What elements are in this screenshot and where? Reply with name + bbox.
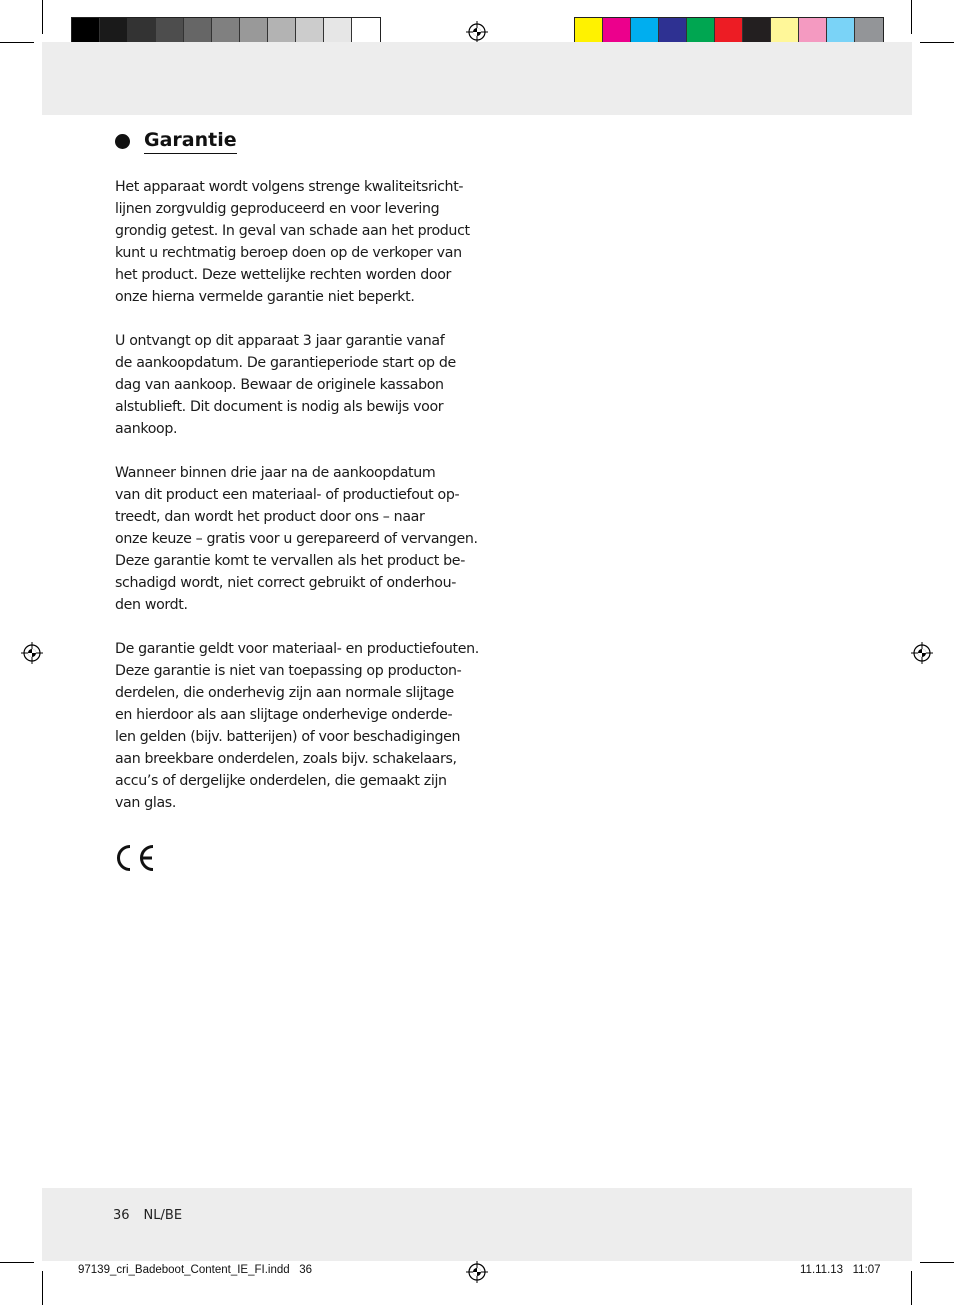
section-title: Garantie	[144, 128, 237, 154]
paragraph-line: grondig getest. In geval van schade aan het product	[115, 223, 470, 239]
paragraph-line: treedt, dan wordt het product door ons – naar	[115, 509, 425, 525]
paragraph-line: alstublieft. Dit document is nodig als bewijs voor	[115, 399, 444, 415]
paragraph-line: van dit product een materiaal- of productiefout op-	[115, 487, 460, 503]
header-band	[42, 42, 912, 115]
paragraph-line: Wanneer binnen drie jaar na de aankoopdatum	[115, 465, 436, 481]
slug-timestamp: 11.11.13 11:07	[800, 1264, 881, 1276]
paragraph-line: lijnen zorgvuldig geproduceerd en voor levering	[115, 201, 440, 217]
registration-mark-icon	[21, 642, 43, 664]
registration-mark-icon	[911, 642, 933, 664]
paragraph-line: aankoop.	[115, 421, 178, 437]
locale-label: NL/BE	[143, 1208, 183, 1223]
paragraph-gap	[115, 440, 470, 462]
page-number: 36	[113, 1208, 130, 1223]
crop-mark	[920, 1262, 954, 1263]
paragraph-line: de aankoopdatum. De garantieperiode start op de	[115, 355, 456, 371]
paragraph-line: onze hierna vermelde garantie niet beperkt.	[115, 289, 415, 305]
paragraph-line: accu’s of dergelijke onderdelen, die gemaakt zijn	[115, 773, 447, 789]
crop-mark	[911, 0, 912, 34]
section-heading	[115, 128, 237, 154]
paragraph-line: De garantie geldt voor materiaal- en productiefouten.	[115, 641, 479, 657]
paragraph-line: van glas.	[115, 795, 176, 811]
crop-mark	[0, 42, 34, 43]
paragraph-line: Het apparaat wordt volgens strenge kwaliteitsricht-	[115, 179, 464, 195]
registration-mark-icon	[466, 21, 488, 43]
paragraph-line: onze keuze – gratis voor u gerepareerd of vervangen.	[115, 531, 478, 547]
paragraph-line: het product. Deze wettelijke rechten worden door	[115, 267, 452, 283]
bullet-icon	[115, 134, 130, 149]
crop-mark	[911, 1271, 912, 1305]
paragraph-line: Deze garantie komt te vervallen als het product be-	[115, 553, 465, 569]
page-footer	[113, 1208, 182, 1223]
paragraph-line: kunt u rechtmatig beroep doen op de verkoper van	[115, 245, 462, 261]
crop-mark	[42, 0, 43, 34]
paragraph-line: den wordt.	[115, 597, 188, 613]
footer-band	[42, 1188, 912, 1261]
registration-mark-icon	[466, 1261, 488, 1283]
paragraph-line: aan breekbare onderdelen, zoals bijv. schakelaars,	[115, 751, 457, 767]
paragraph-gap	[115, 616, 470, 638]
paragraph-gap	[115, 308, 470, 330]
ce-mark-icon	[115, 843, 157, 873]
paragraph-line: en hierdoor als aan slijtage onderhevige onderde-	[115, 707, 453, 723]
warranty-text	[115, 176, 479, 814]
crop-mark	[42, 1271, 43, 1305]
paragraph-line: derdelen, die onderhevig zijn aan normale slijtage	[115, 685, 454, 701]
crop-mark	[0, 1262, 34, 1263]
paragraph-line: U ontvangt op dit apparaat 3 jaar garantie vanaf	[115, 333, 445, 349]
paragraph-line: len gelden (bijv. batterijen) of voor beschadigingen	[115, 729, 461, 745]
crop-mark	[920, 42, 954, 43]
paragraph-line: Deze garantie is niet van toepassing op producton-	[115, 663, 462, 679]
slug-filename: 97139_cri_Badeboot_Content_IE_FI.indd 36	[78, 1264, 313, 1276]
paragraph-line: schadigd wordt, niet correct gebruikt of onderhou-	[115, 575, 456, 591]
paragraph-line: dag van aankoop. Bewaar de originele kassabon	[115, 377, 444, 393]
